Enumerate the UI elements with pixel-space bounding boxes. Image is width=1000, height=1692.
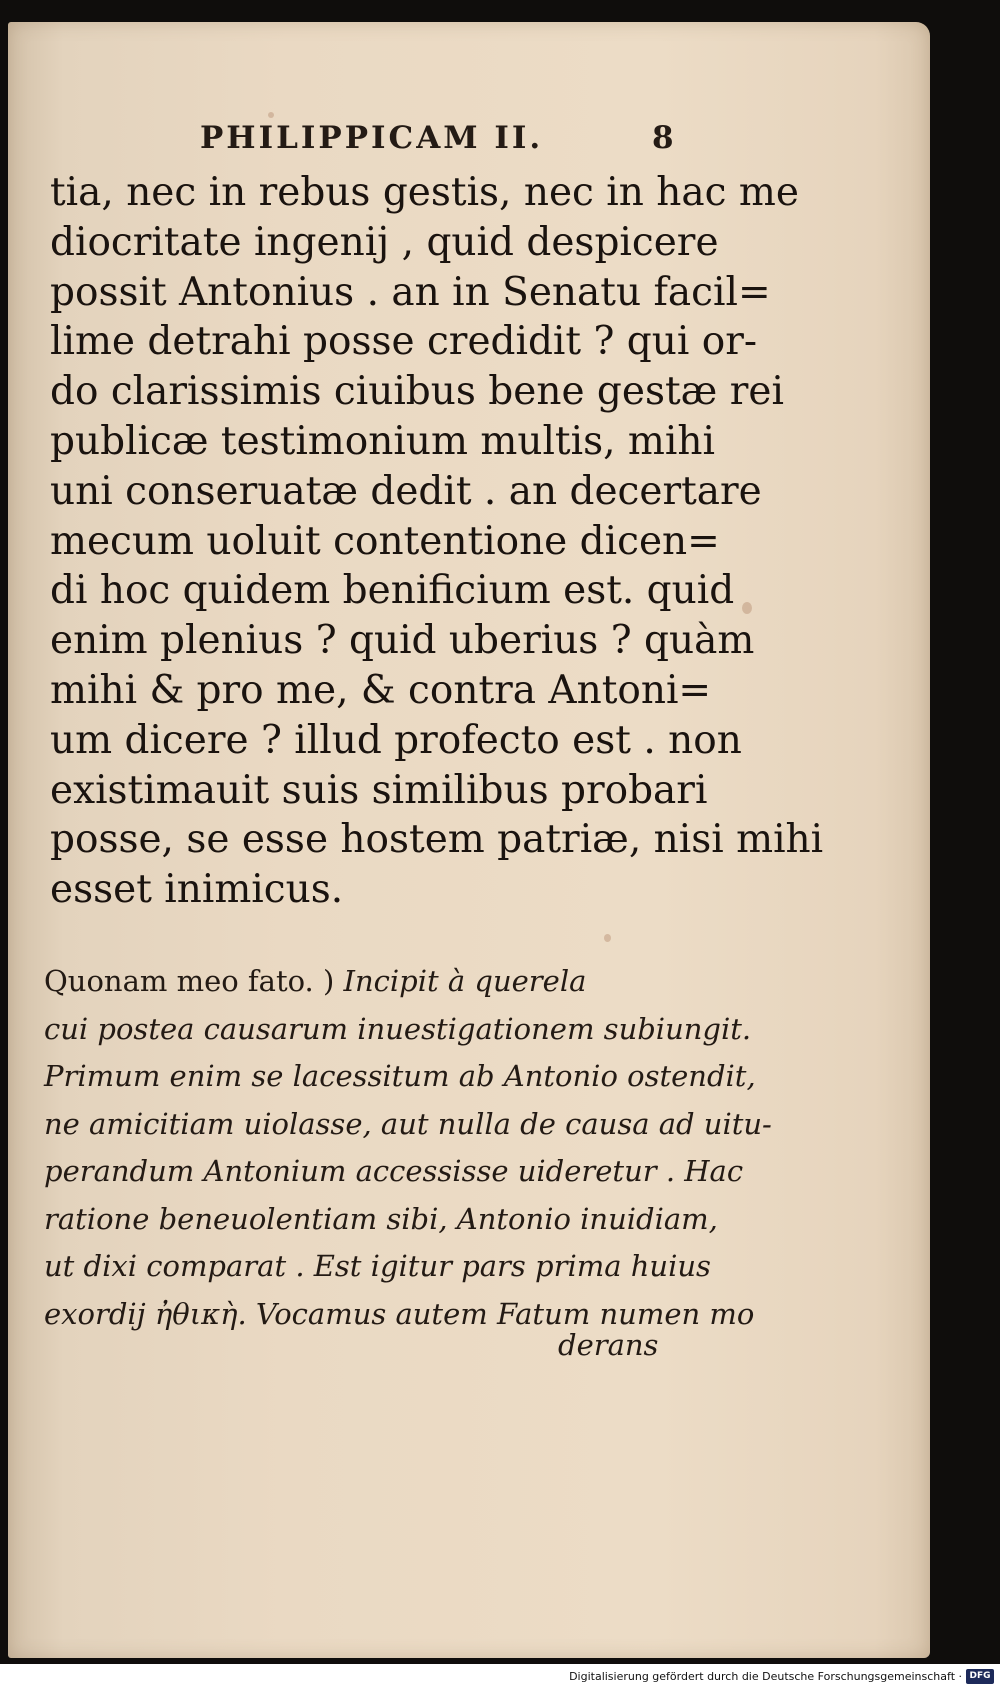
paper-stain <box>742 602 752 614</box>
main-text-line: di hoc quidem benificium est. quid <box>50 568 735 614</box>
catchword: derans <box>558 1328 659 1362</box>
commentary-line: ratione beneuolentiam sibi, Antonio inuidiam, <box>44 1201 718 1236</box>
running-head <box>200 116 700 162</box>
commentary-line: ut dixi comparat . Est igitur pars prima huius <box>44 1249 711 1283</box>
main-text-line: uni conseruatæ dedit . an decertare <box>50 468 762 514</box>
main-text-line: esset inimicus. <box>50 867 344 913</box>
commentary-first-line <box>44 958 714 1006</box>
main-text-line: existimauit suis similibus probari <box>50 767 708 813</box>
footer-bar <box>0 1664 1000 1692</box>
main-text-line: tia, nec in rebus gestis, nec in hac me <box>50 170 799 215</box>
main-text-line: um dicere ? illud profecto est . non <box>50 717 742 763</box>
main-text-line: diocritate ingenij , quid despicere <box>50 219 719 265</box>
main-text-line: mihi & pro me, & contra Antoni= <box>50 667 712 713</box>
commentary-line: perandum Antonium accessisse uideretur . Hac <box>44 1154 744 1188</box>
commentary-line: Primum enim se lacessitum ab Antonio ostendit, <box>44 1059 756 1093</box>
dfg-logo: DFG <box>966 1669 994 1684</box>
commentary-first-line-text: Incipit à querela <box>334 964 587 998</box>
main-text-line: possit Antonius . an in Senatu facil= <box>50 269 771 315</box>
commentary-line: exordij ἠθικὴ. Vocamus autem Fatum numen mo <box>44 1296 755 1331</box>
commentary-line: ne amicitiam uiolasse, aut nulla de causa ad uitu- <box>44 1106 772 1141</box>
paper-stain <box>604 934 611 942</box>
main-text-line: mecum uoluit contentione dicen= <box>50 518 720 564</box>
main-text-line: publicæ testimonium multis, mihi <box>50 418 715 464</box>
main-text-line: do clarissimis ciuibus bene gestæ rei <box>50 369 784 415</box>
commentary-block <box>44 958 772 1338</box>
main-text-block <box>50 168 824 915</box>
commentary-lemma: Quonam meo fato. ) <box>44 964 335 998</box>
commentary-line: cui postea causarum inuestigationem subiungit. <box>44 1011 752 1046</box>
running-head-title: PHILIPPICAM II. <box>200 120 544 156</box>
main-text-line: posse, se esse hostem patriæ, nisi mihi <box>50 817 824 863</box>
folio-number: 8 <box>652 120 674 156</box>
main-text-line: lime detrahi posse credidit ? qui or- <box>50 319 758 365</box>
funding-credit: Digitalisierung gefördert durch die Deutsche Forschungsgemeinschaft · <box>569 1670 962 1683</box>
main-text-line: enim plenius ? quid uberius ? quàm <box>50 618 755 664</box>
